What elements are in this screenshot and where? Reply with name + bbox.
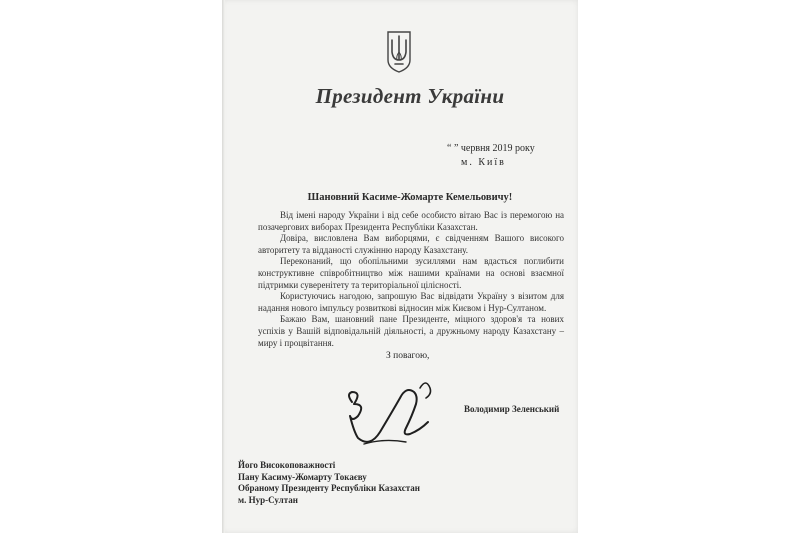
letter-place: м. Київ [461, 157, 506, 168]
paragraph-cooperation: Переконаний, що обопільними зусиллями нам вдасться поглибити конструктивне співробітництво між нашими країнами на основі взаємної підтримки суверенітету та територіальної цілісності. [258, 256, 564, 290]
signer-name: Володимир Зеленський [464, 404, 560, 414]
paragraph-congratulations: Від імені народу України і від себе особисто вітаю Вас із перемогою на позачергових виборах Президента Республіки Казахстан. [258, 210, 564, 232]
letterhead-title: Президент України [315, 84, 505, 108]
salutation: Шановний Касиме-Жомарте Кемельовичу! [307, 192, 513, 203]
trident-icon [385, 30, 413, 74]
page-edge-shadow [222, 0, 225, 533]
closing-phrase: З повагою, [386, 351, 430, 361]
letter-date: “ ” червня 2019 року [447, 143, 535, 154]
signature-mark [336, 372, 446, 464]
addressee-block [238, 460, 420, 506]
paragraph-invitation: Користуючись нагодою, запрошую Вас відвідати Україну з візитом для надання нового імпульсу розвиткові відносин між Києвом і Нур-Султаном. [258, 291, 564, 313]
addressee-line: Обраному Президенту Республіки Казахстан [238, 483, 420, 494]
addressee-line: м. Нур-Султан [238, 494, 298, 505]
addressee-line: Пану Касиму-Жомарту Токаєву [238, 471, 367, 482]
paragraph-wishes: Бажаю Вам, шановний пане Президенте, міцного здоров'я та нових успіхів у Вашій відповідальній діяльності, а дружньому народу Казахстану – миру і процвітання. [258, 314, 564, 348]
paragraph-trust: Довіра, висловлена Вам виборцями, є свідченням Вашого високого авторитету та відданості служінню народу Казахстану. [258, 233, 564, 255]
addressee-line: Його Високоповажності [238, 460, 336, 470]
letter-body [258, 210, 564, 349]
